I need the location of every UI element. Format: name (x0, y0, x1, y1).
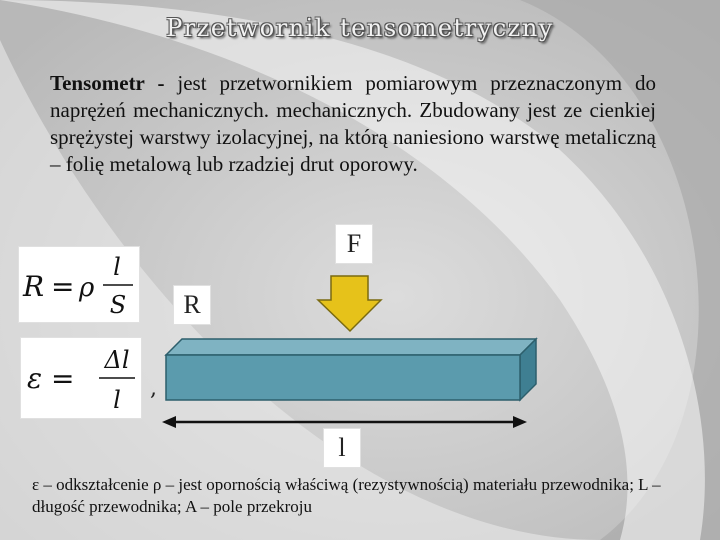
definition-text: jest przetwornikiem pomiarowym przeznaczonym do naprężeń mechanicznych. mechanicznych. Zbudowany jest ze cienkiej sprężystej warstwy izolacyjnej, na którą naniesiono warstwę metaliczną – folię metalową lub rzadziej drut oporowy. (50, 71, 656, 176)
definition-paragraph (50, 70, 656, 178)
formula-r-eq: = (51, 270, 75, 303)
formula-e-den: l (113, 386, 121, 414)
resistance-formula (18, 246, 140, 323)
length-label: l (323, 428, 361, 468)
strain-formula (20, 337, 142, 419)
formula-r-coef: ρ (79, 273, 95, 303)
strain-formula-comma: , (150, 376, 157, 401)
resistance-label: R (173, 285, 211, 325)
formula-e-lhs: ε (27, 362, 43, 395)
legend-caption: ε – odkształcenie ρ – jest opornością właściwą (rezystywnością) materiału przewodnika; L – długość przewodnika; A – pole przekroju (32, 475, 661, 516)
force-label: F (335, 224, 373, 264)
formula-r-lhs: R (23, 270, 45, 303)
definition-term: Tensometr - (50, 71, 165, 95)
formula-e-eq: = (51, 362, 75, 395)
formula-e-num: Δl (104, 346, 130, 374)
formula-r-num: l (113, 253, 121, 281)
slide-title: Przetwornik tensometryczny (166, 14, 554, 42)
formula-r-den: S (109, 291, 127, 319)
